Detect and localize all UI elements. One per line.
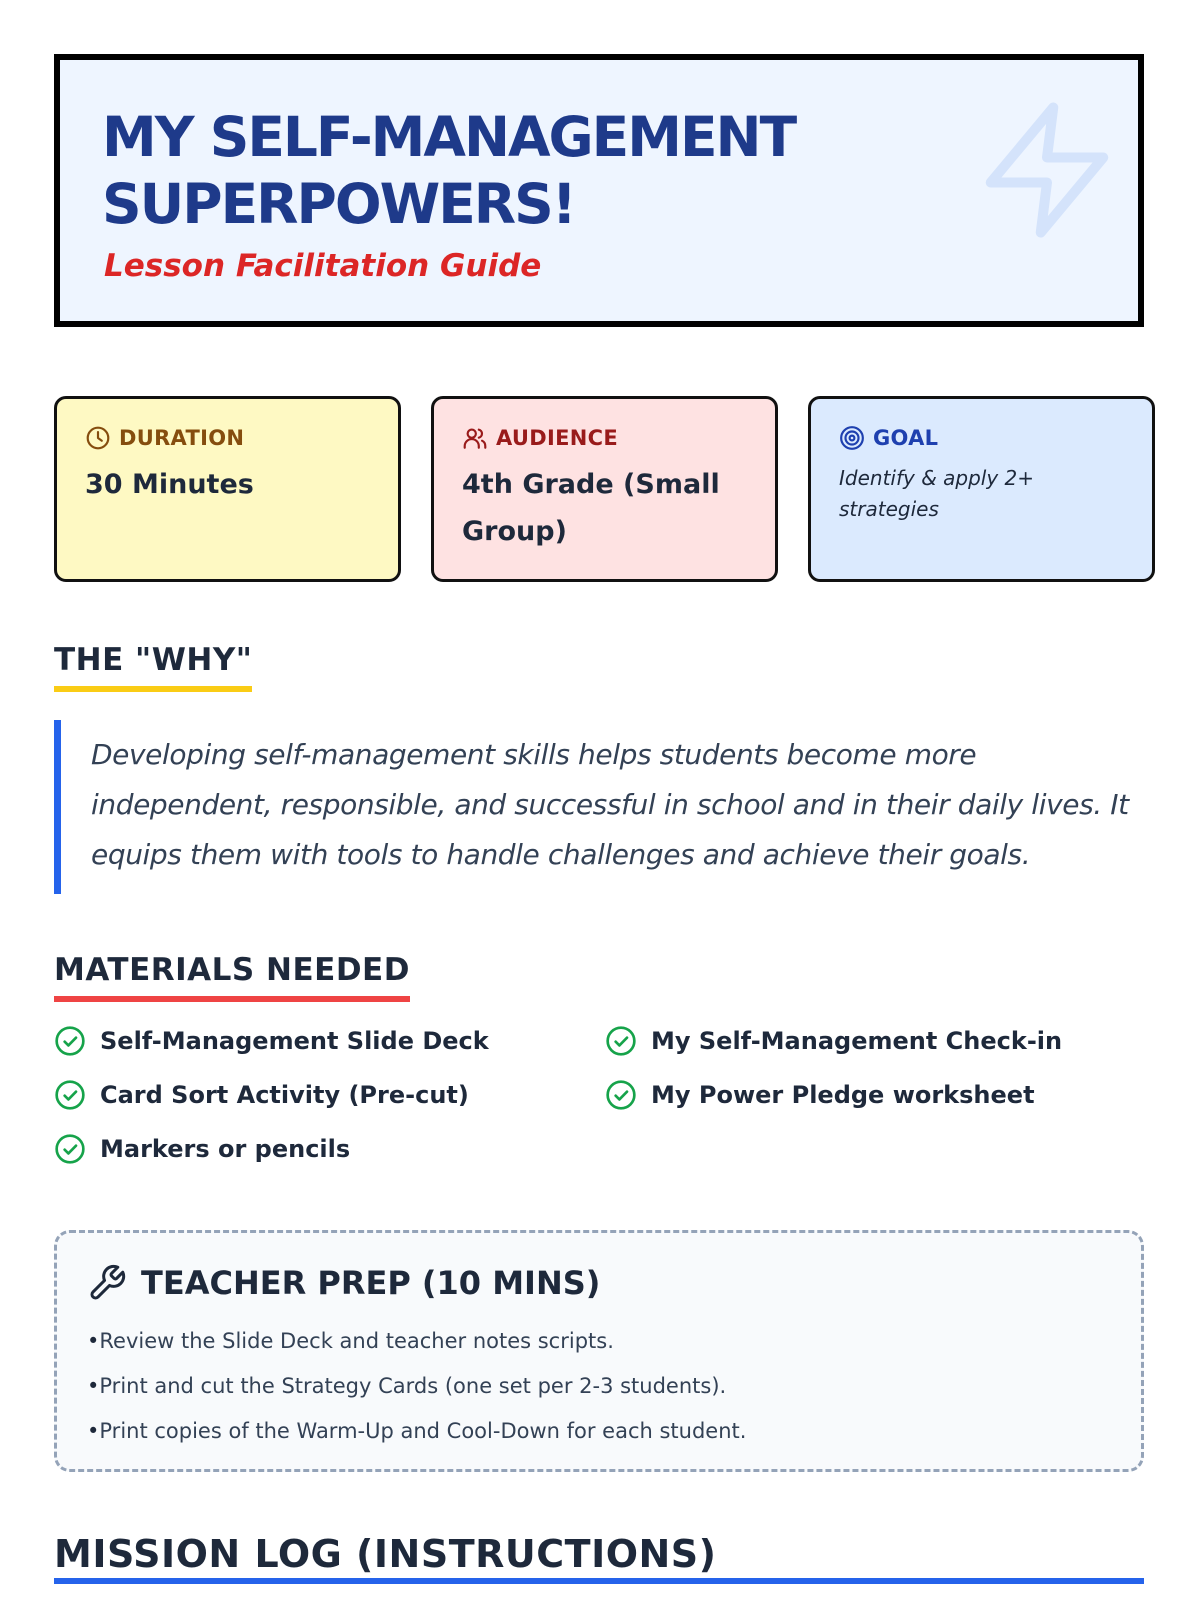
clock-icon	[85, 425, 111, 451]
material-label: Markers or pencils	[100, 1135, 351, 1163]
goal-value: Identify & apply 2+ strategies	[839, 466, 1035, 521]
list-item	[605, 1078, 1144, 1112]
why-text: Developing self-management skills helps students become more independent, responsible, and successful in school and in their daily lives. It equips them with tools to handle challenges and achieve their goals.	[91, 738, 1129, 871]
material-label: My Power Pledge worksheet	[651, 1081, 1035, 1109]
duration-label: DURATION	[119, 426, 245, 450]
check-circle-icon	[605, 1079, 637, 1111]
lightning-bolt-icon	[972, 90, 1122, 250]
list-item: • Review the Slide Deck and teacher notes scripts.	[87, 1319, 1111, 1364]
goal-card	[808, 396, 1155, 582]
page-subtitle: Lesson Facilitation Guide	[104, 248, 542, 284]
list-item	[54, 1132, 605, 1166]
why-quote	[54, 720, 1144, 894]
audience-label-row	[462, 425, 747, 451]
check-circle-icon	[54, 1079, 86, 1111]
page-title	[102, 104, 795, 238]
users-icon	[462, 425, 488, 451]
materials-heading: MATERIALS NEEDED	[54, 952, 410, 1002]
teacher-prep-list	[87, 1319, 1111, 1454]
duration-value: 30 Minutes	[85, 469, 254, 500]
target-icon	[839, 425, 865, 451]
duration-label-row	[85, 425, 370, 451]
material-label: Card Sort Activity (Pre-cut)	[100, 1081, 469, 1109]
teacher-prep-box	[54, 1230, 1144, 1472]
teacher-prep-title: TEACHER PREP (10 MINS)	[141, 1264, 601, 1302]
why-heading: THE "WHY"	[54, 642, 252, 692]
audience-card	[431, 396, 778, 582]
goal-label-row	[839, 425, 1124, 451]
list-item: • Print and cut the Strategy Cards (one set per 2-3 students).	[87, 1364, 1111, 1409]
title-line-2: SUPERPOWERS!	[102, 172, 575, 236]
audience-label: AUDIENCE	[496, 426, 618, 450]
mission-log-heading: MISSION LOG (INSTRUCTIONS)	[54, 1532, 1144, 1584]
list-item	[54, 1024, 605, 1058]
check-circle-icon	[54, 1025, 86, 1057]
goal-label: GOAL	[873, 426, 939, 450]
title-line-1: MY SELF-MANAGEMENT	[102, 105, 796, 169]
duration-card	[54, 396, 401, 582]
material-label: Self-Management Slide Deck	[100, 1027, 489, 1055]
list-item: • Print copies of the Warm-Up and Cool-Down for each student.	[87, 1409, 1111, 1454]
audience-value: 4th Grade (Small Group)	[462, 469, 720, 547]
material-label: My Self-Management Check-in	[651, 1027, 1063, 1055]
teacher-prep-header	[87, 1261, 1111, 1305]
materials-list	[54, 1024, 1144, 1166]
list-item	[54, 1078, 605, 1112]
wrench-icon	[87, 1263, 127, 1303]
check-circle-icon	[605, 1025, 637, 1057]
check-circle-icon	[54, 1133, 86, 1165]
list-item	[605, 1024, 1144, 1058]
header-banner	[54, 54, 1144, 327]
